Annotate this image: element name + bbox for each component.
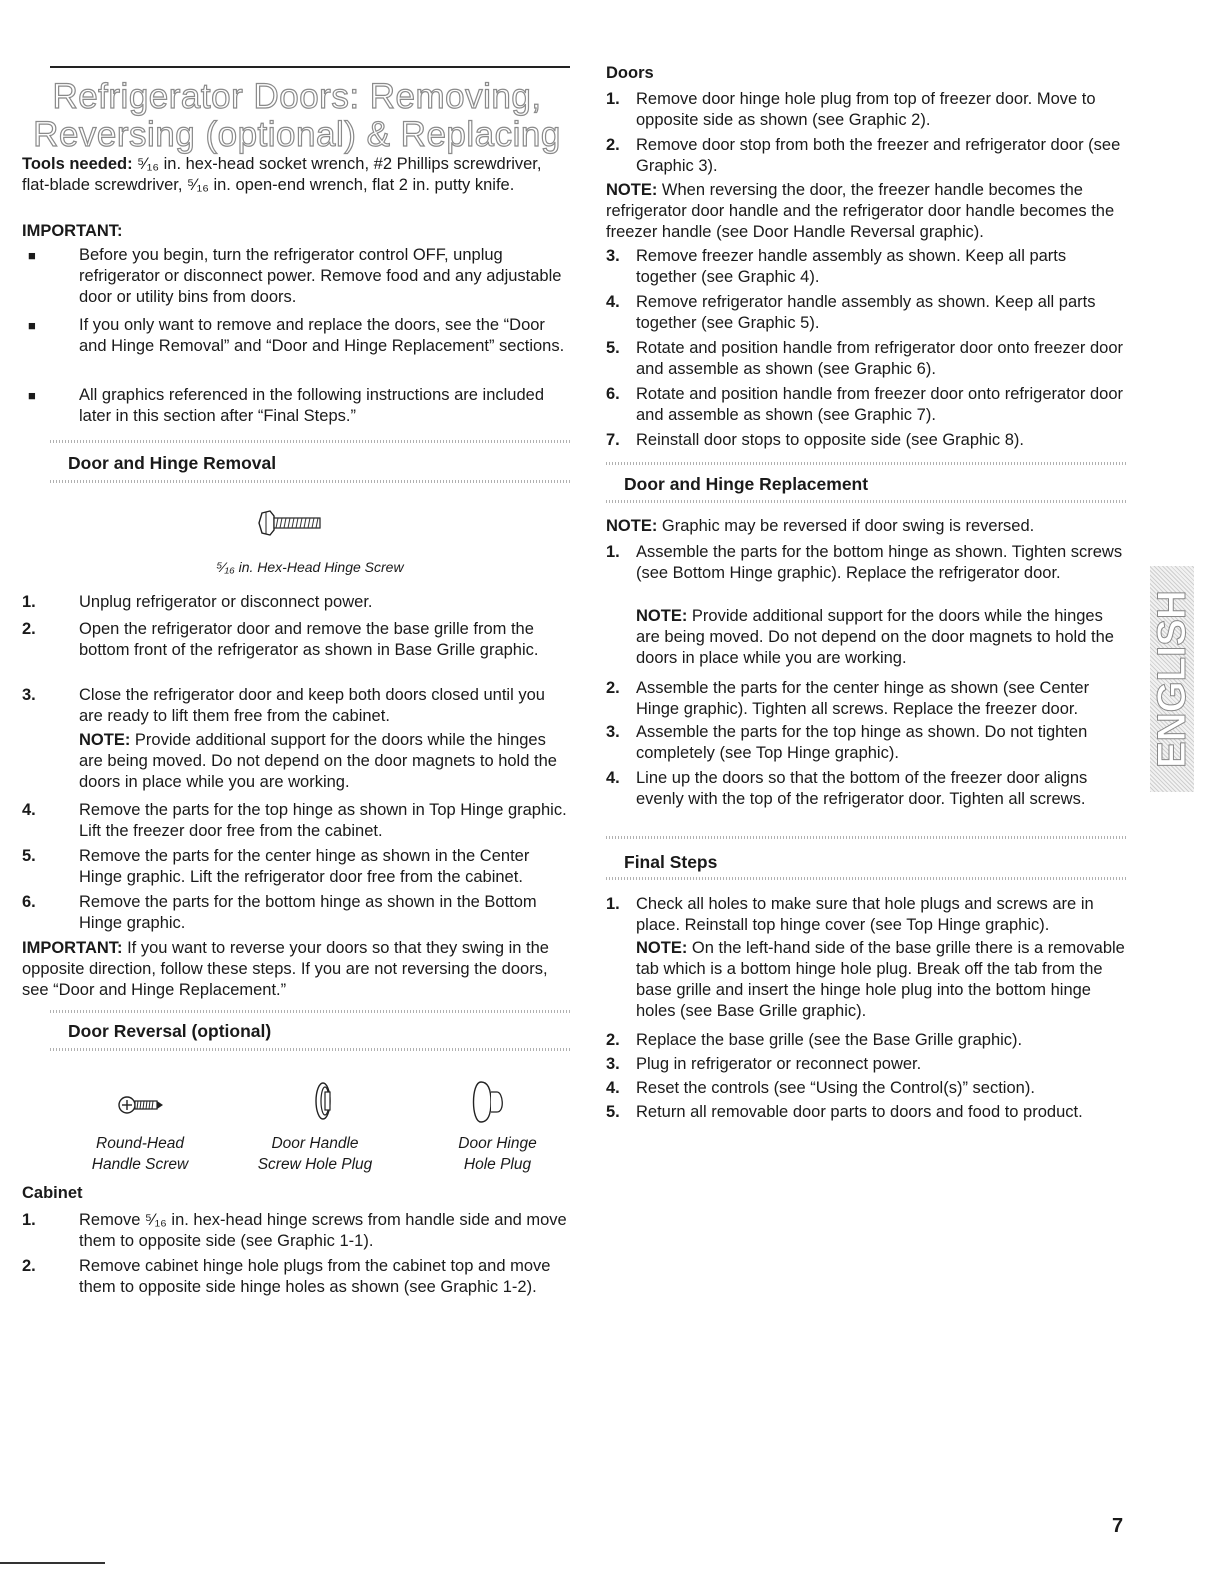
step-text: Return all removable door parts to doors and food to product. xyxy=(636,1103,1083,1121)
bullet-text: If you only want to remove and replace the doors, see the “Door and Hinge Removal” and “Door and Hinge Replacement” sections. xyxy=(79,316,565,355)
step-text: Close the refrigerator door and keep both doors closed until you are ready to lift them free from the cabinet. xyxy=(79,686,545,725)
step-number: 3. xyxy=(22,686,36,704)
section-divider xyxy=(50,1048,570,1051)
list-item xyxy=(22,619,567,661)
list-item xyxy=(22,892,567,934)
note-text: Provide additional support for the doors while the hinges are being moved. Do not depend on the door magnets to hold the doors in place while you are working. xyxy=(79,731,557,791)
section-heading-replacement: Door and Hinge Replacement xyxy=(624,474,869,494)
step-number: 4. xyxy=(22,801,36,819)
list-item xyxy=(606,135,1131,177)
page-number: 7 xyxy=(1112,1515,1124,1537)
list-item xyxy=(606,246,1131,288)
section-heading-final: Final Steps xyxy=(624,852,718,872)
step-text: Plug in refrigerator or reconnect power. xyxy=(636,1055,922,1073)
reverse-important xyxy=(22,938,570,1001)
top-rule xyxy=(50,66,570,68)
bullet-icon: ■ xyxy=(28,388,36,403)
step-text: Assemble the parts for the bottom hinge as shown. Tighten screws (see Bottom Hinge graphic). Replace the refrigerator door. xyxy=(636,543,1123,582)
step-number: 2. xyxy=(606,136,620,154)
step-text: Reset the controls (see “Using the Control(s)” section). xyxy=(636,1079,1035,1097)
step-number: 5. xyxy=(606,1103,620,1121)
step-text: Replace the base grille (see the Base Grille graphic). xyxy=(636,1031,1023,1049)
step-number: 2. xyxy=(606,679,620,697)
final-note xyxy=(636,938,1128,1022)
step-text: Remove door stop from both the freezer and refrigerator door (see Graphic 3). xyxy=(636,136,1121,175)
step-text: Remove the parts for the bottom hinge as shown in the Bottom Hinge graphic. xyxy=(79,893,537,932)
caption-line: Screw Hole Plug xyxy=(257,1156,373,1173)
door-hinge-hole-plug-icon xyxy=(467,1078,509,1126)
list-item xyxy=(606,89,1131,131)
tools-needed xyxy=(22,154,567,196)
hex-head-screw-icon xyxy=(256,508,322,538)
step-text: Rotate and position handle from freezer door onto refrigerator door and assemble as shown (see Graphic 7). xyxy=(636,385,1124,424)
step-number: 6. xyxy=(606,385,620,403)
list-item xyxy=(606,1102,1131,1123)
step-text: Remove door hinge hole plug from top of freezer door. Move to opposite side as shown (see Graphic 2). xyxy=(636,90,1096,129)
step-number: 7. xyxy=(606,431,620,449)
section-divider xyxy=(50,1010,570,1013)
caption-line: Handle Screw xyxy=(91,1156,189,1173)
list-item xyxy=(22,1256,567,1298)
step-number: 2. xyxy=(22,1257,36,1275)
step-text: Remove the parts for the top hinge as shown in Top Hinge graphic. Lift the freezer door free from the cabinet. xyxy=(79,801,567,840)
caption-line: Door Hinge xyxy=(458,1135,537,1152)
list-item xyxy=(22,846,567,888)
step-number: 3. xyxy=(606,1055,620,1073)
step-text: Assemble the parts for the center hinge as shown (see Center Hinge graphic). Tighten all screws. Replace the freezer door. xyxy=(636,679,1090,718)
list-item xyxy=(22,315,567,357)
step-number: 1. xyxy=(606,895,620,913)
list-item xyxy=(606,768,1131,810)
bullet-icon: ■ xyxy=(28,248,36,263)
step-number: 5. xyxy=(22,847,36,865)
list-item xyxy=(22,1210,567,1252)
step-text: Reinstall door stops to opposite side (see Graphic 8). xyxy=(636,431,1024,449)
step-number: 2. xyxy=(22,620,36,638)
note-label: NOTE: xyxy=(606,181,658,199)
page-title-line1: Refrigerator Doors: Removing, xyxy=(52,77,542,116)
list-item xyxy=(606,430,1131,451)
step-number: 1. xyxy=(22,593,36,611)
section-heading-removal: Door and Hinge Removal xyxy=(68,453,277,473)
important-text: If you want to reverse your doors so that they swing in the opposite direction, follow these steps. If you are not reversing the doors, see “Door and Hinge Replacement.” xyxy=(22,939,549,999)
list-item xyxy=(606,338,1131,380)
step-text: Unplug refrigerator or disconnect power. xyxy=(79,593,373,611)
step-number: 2. xyxy=(606,1031,620,1049)
page-title-line2: Reversing (optional) & Replacing xyxy=(33,115,561,154)
doors-note xyxy=(606,180,1126,243)
section-divider xyxy=(50,440,570,443)
language-tab-label: ENGLISH xyxy=(1150,590,1194,768)
round-head-screw-icon xyxy=(117,1088,165,1122)
cabinet-heading: Cabinet xyxy=(22,1184,83,1202)
note-label: NOTE: xyxy=(636,607,688,625)
note-text: Provide additional support for the doors while the hinges are being moved. Do not depend on the door magnets to hold the doors in place while you are working. xyxy=(636,607,1114,667)
doors-heading: Doors xyxy=(606,64,654,82)
list-item xyxy=(606,1078,1131,1099)
step-text: Remove cabinet hinge hole plugs from the cabinet top and move them to opposite side hinge holes as shown (see Graphic 1-2). xyxy=(79,1257,551,1296)
part-caption-door-handle-plug xyxy=(230,1133,400,1175)
step-text: Check all holes to make sure that hole plugs and screws are in place. Reinstall top hinge cover (see Top Hinge graphic). xyxy=(636,895,1094,934)
page-title xyxy=(22,78,572,154)
step-number: 4. xyxy=(606,769,620,787)
bullet-icon: ■ xyxy=(28,318,36,333)
replacement-note xyxy=(606,516,1126,537)
door-handle-screw-hole-plug-icon xyxy=(310,1078,340,1124)
tools-text: ⁵⁄₁₆ in. hex-head socket wrench, #2 Phillips screwdriver, flat-blade screwdriver, ⁵⁄₁₆ in. open-end wrench, flat 2 in. putty knife. xyxy=(22,155,542,194)
step-number: 3. xyxy=(606,723,620,741)
tools-label: Tools needed: xyxy=(22,155,133,173)
important-label: IMPORTANT: xyxy=(22,222,123,240)
replacement-inner-note xyxy=(636,606,1128,669)
step-number: 3. xyxy=(606,247,620,265)
note-text: When reversing the door, the freezer handle becomes the refrigerator door handle and the refrigerator door handle becomes the freezer handle (see Door Handle Reversal graphic). xyxy=(606,181,1115,241)
list-item xyxy=(606,894,1131,936)
step-text: Rotate and position handle from refrigerator door onto freezer door and assemble as shown (see Graphic 6). xyxy=(636,339,1124,378)
removal-note xyxy=(79,730,569,793)
note-label: NOTE: xyxy=(79,731,131,749)
note-text: Graphic may be reversed if door swing is reversed. xyxy=(657,517,1035,535)
step-text: Remove the parts for the center hinge as shown in the Center Hinge graphic. Lift the refrigerator door free from the cabinet. xyxy=(79,847,530,886)
list-item xyxy=(22,245,567,308)
list-item xyxy=(22,800,567,842)
step-number: 4. xyxy=(606,293,620,311)
section-divider xyxy=(606,500,1126,503)
important-label: IMPORTANT: xyxy=(22,939,123,957)
list-item xyxy=(606,542,1131,584)
bottom-rule xyxy=(0,1562,105,1564)
list-item xyxy=(606,1030,1131,1051)
list-item xyxy=(22,592,567,613)
screw-caption: ⁵⁄₁₆ in. Hex-Head Hinge Screw xyxy=(216,559,404,575)
caption-line: Hole Plug xyxy=(463,1156,532,1173)
list-item xyxy=(22,685,567,727)
list-item xyxy=(22,385,567,427)
step-number: 1. xyxy=(606,90,620,108)
step-number: 5. xyxy=(606,339,620,357)
step-text: Remove refrigerator handle assembly as shown. Keep all parts together (see Graphic 5). xyxy=(636,293,1096,332)
step-number: 4. xyxy=(606,1079,620,1097)
list-item xyxy=(606,292,1131,334)
list-item xyxy=(606,1054,1131,1075)
step-text: Assemble the parts for the top hinge as shown. Do not tighten completely (see Top Hinge graphic). xyxy=(636,723,1088,762)
caption-line: Round-Head xyxy=(96,1135,184,1152)
list-item xyxy=(606,678,1131,720)
section-heading-reversal: Door Reversal (optional) xyxy=(68,1021,272,1041)
part-caption-round-head-screw xyxy=(60,1133,220,1175)
part-caption-door-hinge-plug xyxy=(425,1133,570,1175)
step-number: 6. xyxy=(22,893,36,911)
note-text: On the left-hand side of the base grille there is a removable tab which is a bottom hinge hole plug. Break off the tab from the base grille and insert the hinge hole plug into the bottom hinge holes (see Base Grille graphic). xyxy=(636,939,1125,1020)
caption-line: Door Handle xyxy=(271,1135,359,1152)
section-divider xyxy=(50,480,570,483)
note-label: NOTE: xyxy=(636,939,688,957)
bullet-text: Before you begin, turn the refrigerator control OFF, unplug refrigerator or disconnect power. Remove food and any adjustable door or utility bins from doors. xyxy=(79,246,562,306)
section-divider xyxy=(606,877,1126,880)
step-text: Remove freezer handle assembly as shown. Keep all parts together (see Graphic 4). xyxy=(636,247,1067,286)
bullet-text: All graphics referenced in the following instructions are included later in this section after “Final Steps.” xyxy=(79,386,545,425)
section-divider xyxy=(606,462,1126,465)
note-label: NOTE: xyxy=(606,517,658,535)
section-divider xyxy=(606,836,1126,839)
step-text: Line up the doors so that the bottom of the freezer door aligns evenly with the top of the refrigerator door. Tighten all screws. xyxy=(636,769,1088,808)
step-number: 1. xyxy=(606,543,620,561)
list-item xyxy=(606,722,1131,764)
list-item xyxy=(606,384,1131,426)
step-text: Remove ⁵⁄₁₆ in. hex-head hinge screws from handle side and move them to opposite side (see Graphic 1-1). xyxy=(79,1211,567,1250)
step-text: Open the refrigerator door and remove the base grille from the bottom front of the refrigerator as shown in Base Grille graphic. xyxy=(79,620,539,659)
step-number: 1. xyxy=(22,1211,36,1229)
